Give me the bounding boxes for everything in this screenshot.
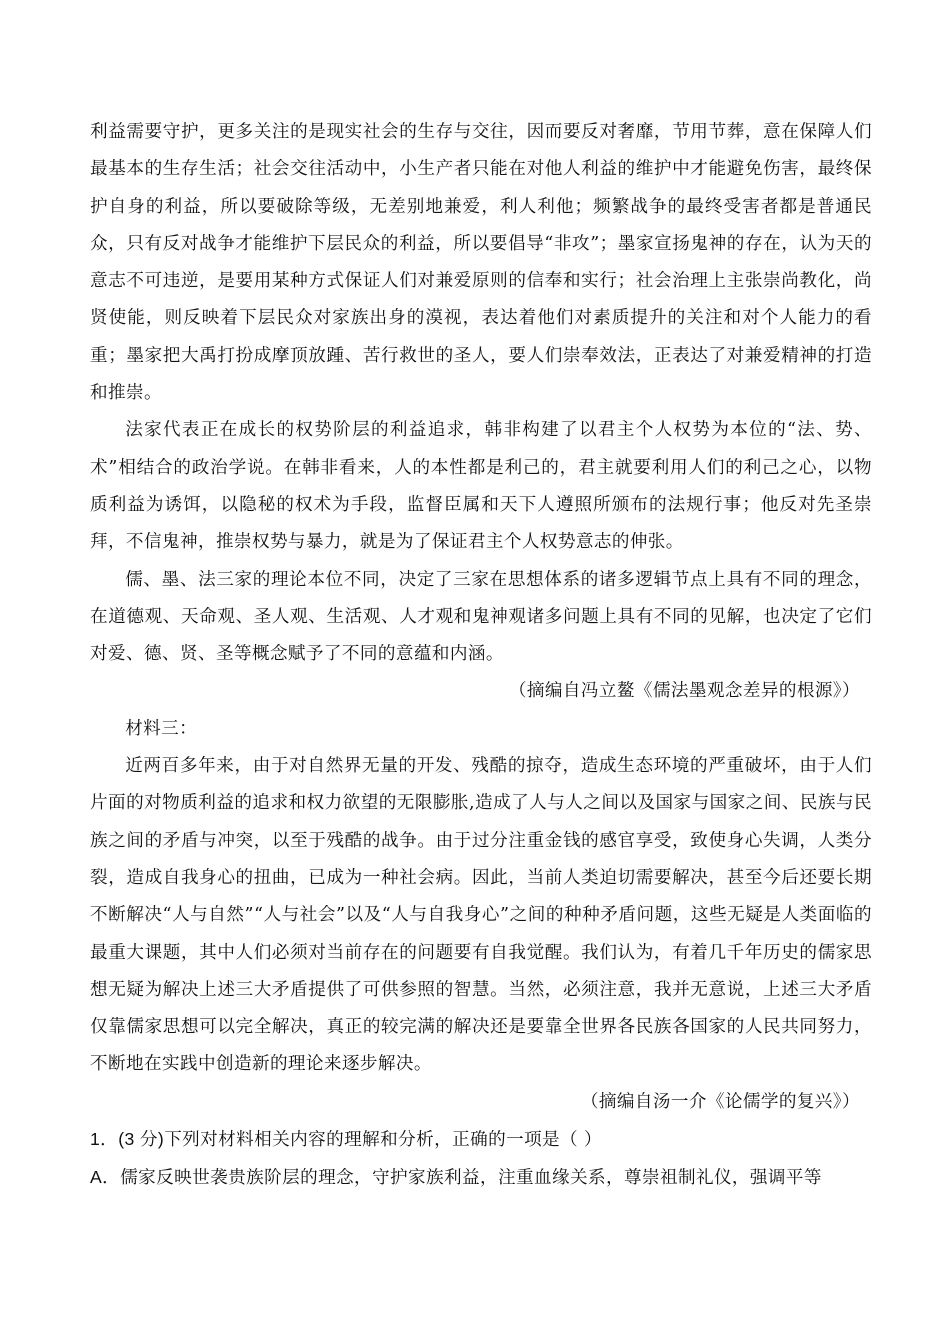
question-stem-line xyxy=(90,1121,872,1159)
material-three-label: 材料三： xyxy=(125,718,198,739)
paragraph-mohist-continued: 利益需要守护，更多关注的是现实社会的生存与交往，因而要反对奢靡，节用节葬，意在保障人们最基本的生存生活；社会交往活动中，小生产者只能在对他人利益的维护中才能避免伤害，最终保护自身的利益，所以要破除等级，无差别地兼爱，利人利他；频繁战争的最终受害者都是普通民众，只有反对战争才能维护下层民众的利益，所以要倡导“非攻”；墨家宣扬鬼神的存在，认为天的意志不可违逆，是要用某种方式保证人们对兼爱原则的信奉和实行；社会治理上主张崇尚教化，尚贤使能，则反映着下层民众对家族出身的漠视，表达着他们对素质提升的关注和对个人能力的看重；墨家把大禹打扮成摩顶放踵、苦行救世的圣人，要人们崇奉效法，正表达了对兼爱精神的打造和推崇。 xyxy=(90,122,872,404)
question-number: 1． xyxy=(90,1129,119,1150)
page-content xyxy=(90,114,872,1198)
option-a xyxy=(90,1159,872,1197)
paragraph-material-three: 近两百多年来，由于对自然界无量的开发、残酷的掠夺，造成生态环境的严重破坏，由于人们片面的对物质利益的追求和权力欲望的无限膨胀,造成了人与人之间以及国家与国家之间、民族与民族之间的矛盾与冲突，以至于残酷的战争。由于过分注重金钱的感官享受，致使身心失调，人类分裂，造成自我身心的扭曲，已成为一种社会病。因此，当前人类迫切需要解决，甚至今后还要长期不断解决“人与自然”“人与社会”以及“人与自我身心”之间的种种矛盾问题，这些无疑是人类面临的最重大课题，其中人们必须对当前存在的问题要有自我觉醒。我们认为，有着几千年历史的儒家思想无疑为解决上述三大矛盾提供了可供参照的智慧。当然，必须注意，我并无意说，上述三大矛盾仅靠儒家思想可以完全解决，真正的较完满的解决还是要靠全世界各民族各国家的人民共同努力，不断地在实践中创造新的理论来逐步解决。 xyxy=(90,756,872,1075)
source-citation-material-3: （摘编自汤一介《论儒学的复兴》） xyxy=(580,1091,860,1112)
paragraph-legalist: 法家代表正在成长的权势阶层的利益追求，韩非构建了以君主个人权势为本位的“法、势、术”相结合的政治学说。在韩非看来，人的本性都是利己的，君主就要利用人们的利己之心，以物质利益为诱饵，以隐秘的权术为手段，监督臣属和天下人遵照所颁布的法规行事；他反对先圣崇拜，不信鬼神，推崇权势与暴力，就是为了保证君主个人权势意志的伸张。 xyxy=(90,420,872,553)
question-score: (3 分) xyxy=(118,1129,165,1150)
question-stem: 下列对材料相关内容的理解和分析，正确的一项是（ ） xyxy=(164,1130,603,1151)
question-1 xyxy=(90,1121,872,1198)
paragraph-three-schools: 儒、墨、法三家的理论本位不同，决定了三家在思想体系的诸多逻辑节点上具有不同的理念，在道德观、天命观、圣人观、生活观、人才观和鬼神观诸多问题上具有不同的见解，也决定了它们对爱、德、贤、圣等概念赋予了不同的意蕴和内涵。 xyxy=(90,569,872,665)
option-a-letter: A． xyxy=(90,1167,121,1188)
source-citation-material-2: （摘编自冯立鳌《儒法墨观念差异的根源》） xyxy=(508,681,860,702)
option-a-text: 儒家反映世袭贵族阶层的理念，守护家族利益，注重血缘关系，尊崇祖制礼仪，强调平等 xyxy=(120,1168,822,1189)
